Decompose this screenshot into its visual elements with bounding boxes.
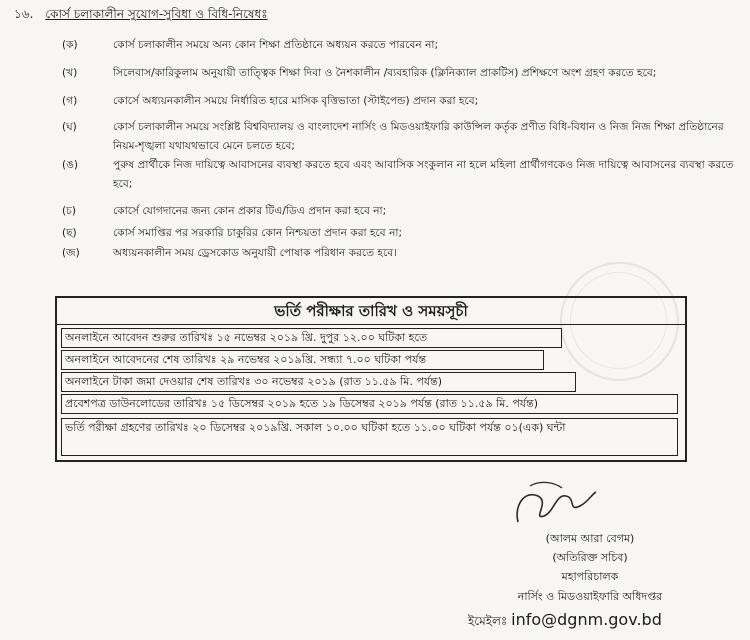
rule-marker: (খ) bbox=[62, 67, 78, 79]
rule-marker: (ক) bbox=[62, 39, 78, 51]
signatory-office: নার্সিং ও মিডওয়াইফারি অধিদপ্তর bbox=[517, 590, 663, 603]
rule-text: কোর্স চলাকালীন সময়ে সংশ্লিষ্ট বিশ্ববিদ্যালয় ও বাংলাদেশ নার্সিং ও মিডওয়াইফারি কাউন্সিল কর্তৃক প্রণীত বিধি-বিধান ও নিজ নিজ শিক্ষা প্রতিষ্ঠানের নিয়ম-শৃঙ্খলা যথাযথভাবে মেনে চলতে হবে; bbox=[113, 121, 724, 152]
email-address[interactable]: info@dgnm.gov.bd bbox=[511, 610, 662, 629]
rule-text: পুরুষ প্রার্থীকে নিজ দায়িত্বে আবাসনের ব্যবস্থা করতে হবে এবং আবাসিক সংকুলান না হলে মহিলা প্রার্থীগণকেও নিজ দায়িত্বে আবাসনের ব্যবস্থা করতে হবে; bbox=[113, 159, 734, 190]
schedule-row: ভর্তি পরীক্ষা গ্রহণের তারিখঃ ২০ ডিসেম্বর ২০১৯খ্রি. সকাল ১০.০০ ঘটিকা হতে ১১.০০ ঘটিকা পর্যন্ত ০১(এক) ঘন্টা bbox=[61, 418, 678, 456]
signatory-name: (আলম আরা বেগম) bbox=[545, 532, 635, 545]
rule-text: কোর্স চলাকালীন সময়ে অন্য কোন শিক্ষা প্রতিষ্ঠানে অধ্যয়ন করতে পারবেন না; bbox=[113, 39, 439, 51]
rule-marker: (গ) bbox=[62, 95, 78, 107]
schedule-row: অনলাইনে টাকা জমা দেওয়ার শেষ তারিখঃ ৩০ নভেম্বর ২০১৯ (রাত ১১.৫৯ মি. পর্যন্ত) bbox=[61, 372, 576, 392]
email-label: ইমেইলঃ bbox=[468, 614, 508, 628]
rule-text: কোর্সে যোগদানের জন্য কোন প্রকার টিএ/ডিএ প্রদান করা হবে না; bbox=[113, 205, 387, 217]
rule-text: সিলেবাস/কারিকুলাম অনুযায়ী তাত্ত্বিক শিক্ষা দিবা ও নৈশকালীন /ব্যবহারিক (ক্লিনিক্যাল প্রাকটিস) প্রশিক্ষণে অংশ গ্রহণ করতে হবে; bbox=[113, 67, 657, 79]
signatory-designation: মহাপরিচালক bbox=[561, 570, 619, 583]
rule-text: অধ্যয়নকালীন সময় ড্রেসকোড অনুযায়ী পোষাক পরিধান করতে হবে। bbox=[113, 247, 397, 259]
section-heading bbox=[14, 6, 268, 26]
schedule-table bbox=[55, 296, 687, 462]
section-number: ১৬. bbox=[14, 7, 34, 21]
rule-marker: (ছ) bbox=[62, 227, 77, 239]
signatory-title: (অতিরিক্ত সচিব) bbox=[552, 551, 628, 564]
rule-text: কোর্স সমাপ্তির পর সরকারি চাকুরির কোন নিশ্চয়তা প্রদান করা হবে না; bbox=[113, 227, 403, 239]
rule-marker: (ঘ) bbox=[62, 121, 77, 133]
schedule-row: অনলাইনে আবেদনের শেষ তারিখঃ ২৯ নভেম্বর ২০১৯খ্রি. সন্ধ্যা ৭.০০ ঘটিকা পর্যন্ত bbox=[61, 350, 544, 370]
schedule-row: প্রবেশপত্র ডাউনলোডের তারিখঃ ১৫ ডিসেম্বর ২০১৯ হতে ১৯ ডিসেম্বর ২০১৯ পর্যন্ত (রাত ১১.৫৯ মি. পর্যন্ত) bbox=[61, 394, 678, 414]
rule-text: কোর্সে অধ্যয়নকালীন সময়ে নির্ধারিত হারে মাসিক বৃত্তিভাতা (স্টাইপেন্ড) প্রদান করা হবে; bbox=[113, 95, 479, 107]
rule-marker: (জ) bbox=[62, 247, 80, 259]
section-title: কোর্স চলাকালীন সুযোগ-সুবিধা ও বিধি-নিষেধঃ bbox=[45, 7, 268, 21]
rule-marker: (চ) bbox=[62, 205, 76, 217]
email-line bbox=[468, 610, 662, 633]
schedule-row: অনলাইনে আবেদন শুরুর তারিখঃ ১৫ নভেম্বর ২০১৯ খ্রি. দুপুর ১২.০০ ঘটিকা হতে bbox=[61, 328, 562, 348]
schedule-title: ভর্তি পরীক্ষার তারিখ ও সময়সূচী bbox=[57, 298, 685, 325]
signature-scribble bbox=[510, 476, 600, 536]
rule-marker: (ঙ) bbox=[62, 159, 79, 171]
